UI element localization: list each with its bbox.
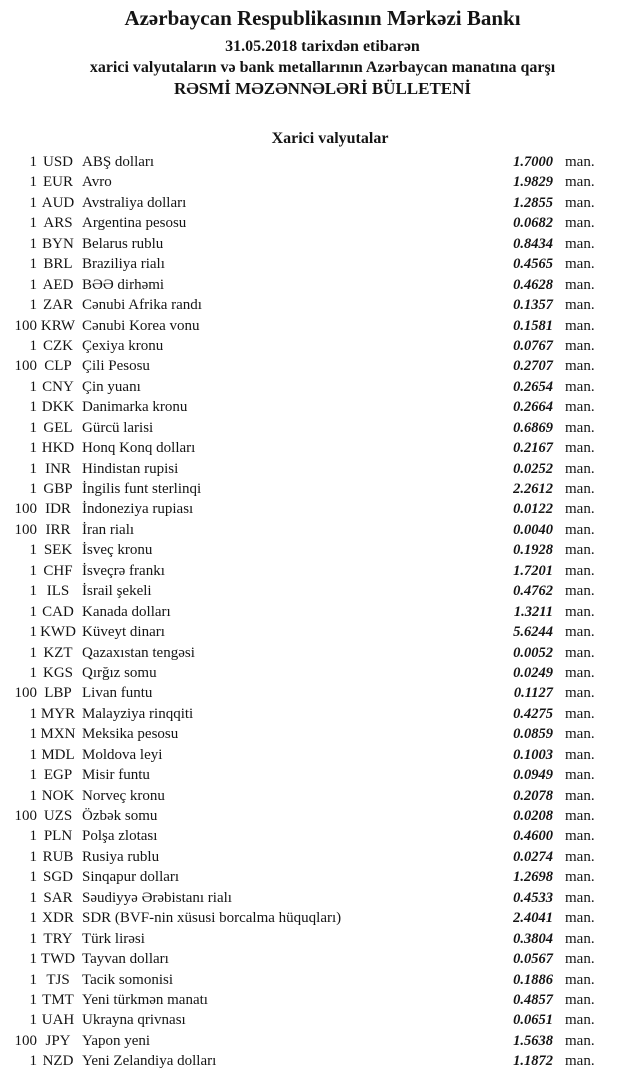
currency-code: KGS [42,664,73,681]
currency-name: Belarus rublu [82,235,164,252]
currency-name: Çin yuanı [82,378,141,395]
rate-value: 0.4565 [513,256,553,273]
table-row [0,336,620,356]
rate-value: 0.2167 [513,440,553,457]
table-row [0,581,620,601]
currency-name: Küveyt dinarı [82,624,165,641]
currency-code: NOK [41,787,75,804]
quantity-value: 1 [29,460,37,477]
rate-value: 0.0208 [513,808,553,824]
rate-value: 0.2664 [513,399,553,416]
currency-code: BYN [42,235,74,252]
table-row [0,990,620,1010]
currency-name: Honq Konq dolları [82,440,196,457]
table-row [0,377,620,397]
table-row [0,867,620,887]
rate-value: 0.1581 [513,317,553,334]
currency-name: Meksika pesosu [82,726,179,743]
rate-value: 0.1127 [513,685,553,702]
currency-code: ZAR [43,297,73,314]
currency-name: Yeni Zelandiya dolları [82,1053,217,1070]
quantity-value: 1 [29,481,37,497]
currency-code: GBP [43,481,73,497]
unit-label: man. [565,726,595,743]
unit-label: man. [565,378,595,395]
table-row [0,316,620,336]
rate-value: 0.2654 [513,378,553,395]
unit-label: man. [565,337,595,354]
quantity-value: 1 [29,419,37,436]
currency-code: CLP [44,358,72,375]
unit-label: man. [565,1032,595,1049]
rate-value: 0.4857 [513,991,553,1008]
currency-code: SGD [42,869,73,886]
table-row [0,540,620,560]
rate-value: 0.0682 [513,215,553,232]
table-row [0,970,620,990]
currency-code: XDR [42,910,74,927]
quantity-value: 1 [29,583,37,600]
currency-code: UZS [43,808,73,824]
table-row [0,683,620,703]
unit-label: man. [565,746,595,763]
quantity-value: 1 [29,624,37,641]
currency-name: Qazaxıstan tengəsi [82,644,195,661]
rate-value: 1.9829 [513,174,553,191]
table-row [0,704,620,724]
currency-name: Tayvan dolları [82,951,169,968]
quantity-value: 1 [29,726,37,743]
bulletin-title: RƏSMİ MƏZƏNNƏLƏRİ BÜLLETENİ [173,79,472,98]
currency-name: Moldova leyi [82,746,163,763]
rate-value: 0.0252 [513,460,553,477]
unit-label: man. [565,603,595,620]
table-row [0,949,620,969]
quantity-value: 1 [29,746,37,763]
rate-value: 1.5638 [513,1032,553,1049]
currency-code: MYR [40,705,76,722]
quantity-value: 100 [14,358,37,375]
currency-code: TJS [46,971,70,988]
unit-label: man. [565,930,595,947]
quantity-value: 1 [29,910,37,927]
unit-label: man. [565,787,595,804]
rate-value: 0.1886 [513,971,553,988]
currency-code: KRW [40,317,76,334]
currency-code: CAD [42,603,74,620]
table-row [0,622,620,642]
table-row [0,397,620,417]
currency-name: Ukrayna qrivnası [82,1012,186,1029]
rate-value: 0.0040 [513,521,553,538]
rate-value: 0.3804 [513,930,553,947]
rate-value: 0.8434 [513,235,553,252]
rate-value: 0.4762 [513,583,553,600]
table-row [0,643,620,663]
table-row [0,1010,620,1030]
table-row [0,1031,620,1051]
rate-value: 0.6869 [513,419,553,436]
rate-value: 0.0859 [513,726,553,743]
currency-code: KWD [40,624,76,641]
table-row [0,459,620,479]
currency-code: RUB [42,848,74,865]
quantity-value: 100 [14,317,37,334]
rate-value: 0.0949 [513,767,553,784]
quantity-value: 100 [14,1032,37,1049]
unit-label: man. [565,174,595,191]
rate-value: 0.0122 [513,501,553,518]
currency-code: IDR [45,501,71,518]
unit-label: man. [565,154,595,170]
currency-code: EUR [43,174,73,191]
currency-name: Yapon yeni [82,1032,151,1049]
currency-code: USD [42,154,73,170]
rate-value: 0.0274 [513,848,553,865]
currency-name: Yeni türkmən manatı [82,991,208,1008]
quantity-value: 1 [29,276,37,293]
unit-label: man. [565,542,595,559]
unit-label: man. [565,644,595,661]
currency-name: Avstraliya dolları [82,194,187,211]
unit-label: man. [565,951,595,968]
quantity-value: 1 [29,644,37,661]
quantity-value: 1 [29,194,37,211]
rate-value: 1.1872 [513,1053,553,1070]
quantity-value: 1 [29,378,37,395]
unit-label: man. [565,767,595,784]
quantity-value: 1 [29,848,37,865]
quantity-value: 1 [29,705,37,722]
table-row [0,418,620,438]
currency-name: Misir funtu [82,767,150,784]
rate-value: 0.2078 [513,787,553,804]
currency-name: Kanada dolları [82,603,171,620]
table-row [0,479,620,499]
rate-value: 2.4041 [513,910,553,927]
currency-code: TMT [42,991,74,1008]
currency-code: TWD [40,951,76,968]
currency-name: İsveçrə frankı [82,562,165,579]
rate-value: 1.7201 [513,562,553,579]
currency-code: MXN [40,726,76,743]
table-row [0,213,620,233]
rate-value: 1.2855 [513,194,553,211]
currency-code: AED [42,276,74,293]
rate-value: 1.3211 [513,603,553,620]
currency-name: Tacik somonisi [82,971,174,988]
currency-code: GEL [43,419,73,436]
unit-label: man. [565,358,595,375]
unit-label: man. [565,664,595,681]
currency-code: ARS [43,215,73,232]
table-row [0,295,620,315]
unit-label: man. [565,991,595,1008]
rate-value: 0.4533 [513,889,553,906]
currency-code: UAH [41,1012,75,1029]
quantity-value: 1 [29,1053,37,1070]
unit-label: man. [565,215,595,232]
unit-label: man. [565,583,595,600]
currency-name: Norveç kronu [82,787,165,804]
currency-name: İsveç kronu [82,542,153,559]
quantity-value: 1 [29,991,37,1008]
unit-label: man. [565,624,595,641]
date-line: 31.05.2018 tarixdən etibarən [225,38,420,55]
table-row [0,234,620,254]
currency-code: ILS [46,583,70,600]
currency-name: BƏƏ dirhəmi [82,276,165,293]
quantity-value: 100 [14,685,37,702]
rate-value: 0.4628 [513,276,553,293]
table-row [0,826,620,846]
table-row [0,786,620,806]
rate-value: 1.7000 [513,154,553,170]
currency-code: SAR [43,889,73,906]
currency-name: Gürcü larisi [82,419,154,436]
currency-code: AUD [41,194,75,211]
rate-value: 0.0052 [513,644,553,661]
quantity-value: 1 [29,889,37,906]
quantity-value: 1 [29,1012,37,1029]
quantity-value: 1 [29,542,37,559]
currency-name: Cənubi Afrika randı [82,297,202,314]
table-row [0,847,620,867]
unit-label: man. [565,460,595,477]
unit-label: man. [565,1012,595,1029]
header [25,0,620,99]
currency-name: Çili Pesosu [82,358,150,375]
quantity-value: 1 [29,951,37,968]
table-row [0,745,620,765]
currency-name: Rusiya rublu [82,848,160,865]
table-row [0,908,620,928]
rate-value: 0.1003 [513,746,553,763]
currency-code: TRY [43,930,73,947]
unit-label: man. [565,808,595,824]
table-row [0,520,620,540]
unit-label: man. [565,869,595,886]
quantity-value: 100 [14,501,37,518]
table-row [0,806,620,826]
currency-code: HKD [41,440,75,457]
currency-name: ABŞ dolları [82,154,155,170]
table-row [0,765,620,785]
currency-name: İndoneziya rupiası [82,501,194,518]
currency-name: Çexiya kronu [82,337,164,354]
rate-value: 0.2707 [513,358,553,375]
table-row [0,724,620,744]
unit-label: man. [565,1053,595,1070]
unit-label: man. [565,440,595,457]
quantity-value: 1 [29,337,37,354]
unit-label: man. [565,521,595,538]
unit-label: man. [565,297,595,314]
unit-label: man. [565,399,595,416]
quantity-value: 1 [29,930,37,947]
currency-name: Qırğız somu [82,664,157,681]
table-row [0,663,620,683]
currency-name: Danimarka kronu [82,399,188,416]
quantity-value: 1 [29,174,37,191]
currency-code: JPY [45,1032,71,1049]
quantity-value: 1 [29,603,37,620]
table-row [0,561,620,581]
rate-value: 0.4275 [513,705,553,722]
unit-label: man. [565,910,595,927]
table-row [0,1051,620,1071]
currency-code: INR [45,460,71,477]
unit-label: man. [565,705,595,722]
currency-name: Cənubi Korea vonu [82,317,200,334]
currency-code: BRL [43,256,73,273]
unit-label: man. [565,481,595,497]
scope-line: xarici valyutaların və bank metallarının Azərbaycan manatına qarşı [89,59,556,76]
quantity-value: 1 [29,869,37,886]
currency-name: SDR (BVF-nin xüsusi borcalma hüquqları) [82,910,342,927]
currency-name: İsrail şekeli [82,583,152,600]
table-row [0,275,620,295]
unit-label: man. [565,276,595,293]
table-row [0,438,620,458]
currency-code: SEK [43,542,73,559]
unit-label: man. [565,848,595,865]
currency-code: KZT [43,644,73,661]
table-row [0,602,620,622]
quantity-value: 1 [29,828,37,845]
currency-name: Özbək somu [82,808,158,824]
table-row [0,172,620,192]
quantity-value: 1 [29,562,37,579]
rate-value: 5.6244 [513,624,553,641]
currency-name: Argentina pesosu [82,215,187,232]
rate-value: 0.0651 [513,1012,553,1029]
rate-value: 2.2612 [513,481,553,497]
quantity-value: 1 [29,297,37,314]
page-title: Azərbaycan Respublikasının Mərkəzi Bankı [124,6,521,30]
currency-code: MDL [41,746,75,763]
currency-name: Livan funtu [82,685,153,702]
quantity-value: 1 [29,215,37,232]
quantity-value: 1 [29,235,37,252]
quantity-value: 100 [14,808,37,824]
currency-name: İngilis funt sterlinqi [82,481,202,497]
rate-value: 1.2698 [513,869,553,886]
rate-value: 0.4600 [513,828,553,845]
table-row [0,152,620,172]
table-row [0,499,620,519]
currency-name: Hindistan rupisi [82,460,179,477]
currency-name: Türk lirəsi [82,930,145,947]
unit-label: man. [565,235,595,252]
quantity-value: 1 [29,256,37,273]
unit-label: man. [565,889,595,906]
table-row [0,193,620,213]
quantity-value: 1 [29,971,37,988]
currency-code: PLN [43,828,73,845]
currency-name: İran rialı [82,521,135,538]
currency-code: CHF [43,562,73,579]
currency-code: IRR [45,521,71,538]
currency-table [0,152,620,1072]
quantity-value: 100 [14,521,37,538]
currency-code: EGP [43,767,73,784]
unit-label: man. [565,419,595,436]
currency-name: Braziliya rialı [82,256,165,273]
unit-label: man. [565,971,595,988]
unit-label: man. [565,194,595,211]
currency-code: LBP [44,685,72,702]
section-title: Xarici valyutalar [271,130,389,147]
rate-value: 0.1928 [513,542,553,559]
currency-code: DKK [41,399,75,416]
currency-name: Malayziya rinqqiti [82,705,194,722]
unit-label: man. [565,317,595,334]
quantity-value: 1 [29,664,37,681]
quantity-value: 1 [29,767,37,784]
rate-value: 0.0767 [513,337,553,354]
currency-name: Sinqapur dolları [82,869,180,886]
unit-label: man. [565,685,595,702]
currency-code: CNY [42,378,74,395]
rate-value: 0.1357 [513,297,553,314]
quantity-value: 1 [29,787,37,804]
currency-name: Səudiyyə Ərəbistanı rialı [82,889,232,906]
table-row [0,929,620,949]
currency-code: CZK [43,337,73,354]
unit-label: man. [565,256,595,273]
currency-code: NZD [42,1053,74,1070]
table-row [0,254,620,274]
table-row [0,888,620,908]
currency-name: Polşa zlotası [82,828,158,845]
quantity-value: 1 [29,440,37,457]
unit-label: man. [565,562,595,579]
rate-value: 0.0249 [513,664,553,681]
table-row [0,356,620,376]
currency-name: Avro [82,174,112,191]
quantity-value: 1 [29,154,37,170]
unit-label: man. [565,501,595,518]
unit-label: man. [565,828,595,845]
quantity-value: 1 [29,399,37,416]
rate-value: 0.0567 [513,951,553,968]
